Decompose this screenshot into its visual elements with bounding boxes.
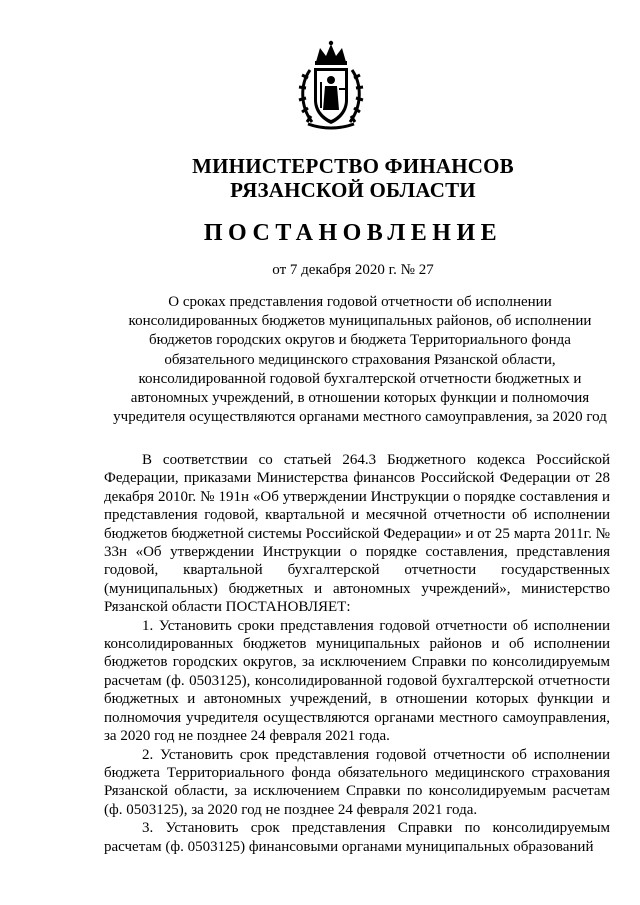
- ministry-name-line1: МИНИСТЕРСТВО ФИНАНСОВ: [192, 154, 514, 178]
- document-date-number: от 7 декабря 2020 г. № 27: [272, 262, 434, 278]
- item-3-paragraph: 3. Установить срок представления Справки по консолидируемым расчетам (ф. 0503125) финансовыми органами муниципальных образований: [104, 820, 610, 855]
- document-body: [104, 451, 610, 856]
- item-1-paragraph: 1. Установить сроки представления годовой отчетности об исполнении консолидированных бюджетов муниципальных районов и об исполнении бюджетов городских округов, за исключением Справки по консолидируемым расчетам (ф. 0503125), консолидированной годовой бухгалтерской отчетности бюджетных и автономных учреждений, в отношении которых функции и полномочия учредителя осуществляются органами местного самоуправления, за 2020 год не позднее 24 февраля 2021 года.: [104, 617, 610, 745]
- ryazan-coat-of-arms-icon: [296, 40, 366, 132]
- ministry-name-line2: РЯЗАНСКОЙ ОБЛАСТИ: [230, 178, 476, 202]
- document-title: ПОСТАНОВЛЕНИЕ: [203, 220, 503, 246]
- document-subject: О сроках представления годовой отчетности об исполнении консолидированных бюджетов муниципальных районов, об исполнении бюджетов городских округов и бюджета Территориального фонда обязательного медицинского страхования Рязанской области, консолидированной годовой бухгалтерской отчетности бюджетных и автономных учреждений, в отношении которых функции и полномочия учредителя осуществляются органами местного самоуправления, за 2020 год: [113, 294, 607, 426]
- preamble-paragraph: В соответствии со статьей 264.3 Бюджетного кодекса Российской Федерации, приказами Министерства финансов Российской Федерации от 28 декабря 2010г. № 191н «Об утверждении Инструкции о порядке составления и представления годовой, квартальной и месячной отчетности об исполнении бюджетов бюджетной системы Российской Федерации» и от 25 марта 2011г. № 33н «Об утверждении Инструкции о порядке составления, представления годовой, квартальной бухгалтерской отчетности государственных (муниципальных) бюджетных и автономных учреждений», министерство Рязанской области ПОСТАНОВЛЯЕТ:: [104, 452, 610, 616]
- item-2-paragraph: 2. Установить срок представления годовой отчетности об исполнении бюджета Территориального фонда обязательного медицинского страхования Рязанской области, за исключением Справки по консолидируемым расчетам (ф. 0503125), за 2020 год не позднее 24 февраля 2021 года.: [104, 746, 610, 818]
